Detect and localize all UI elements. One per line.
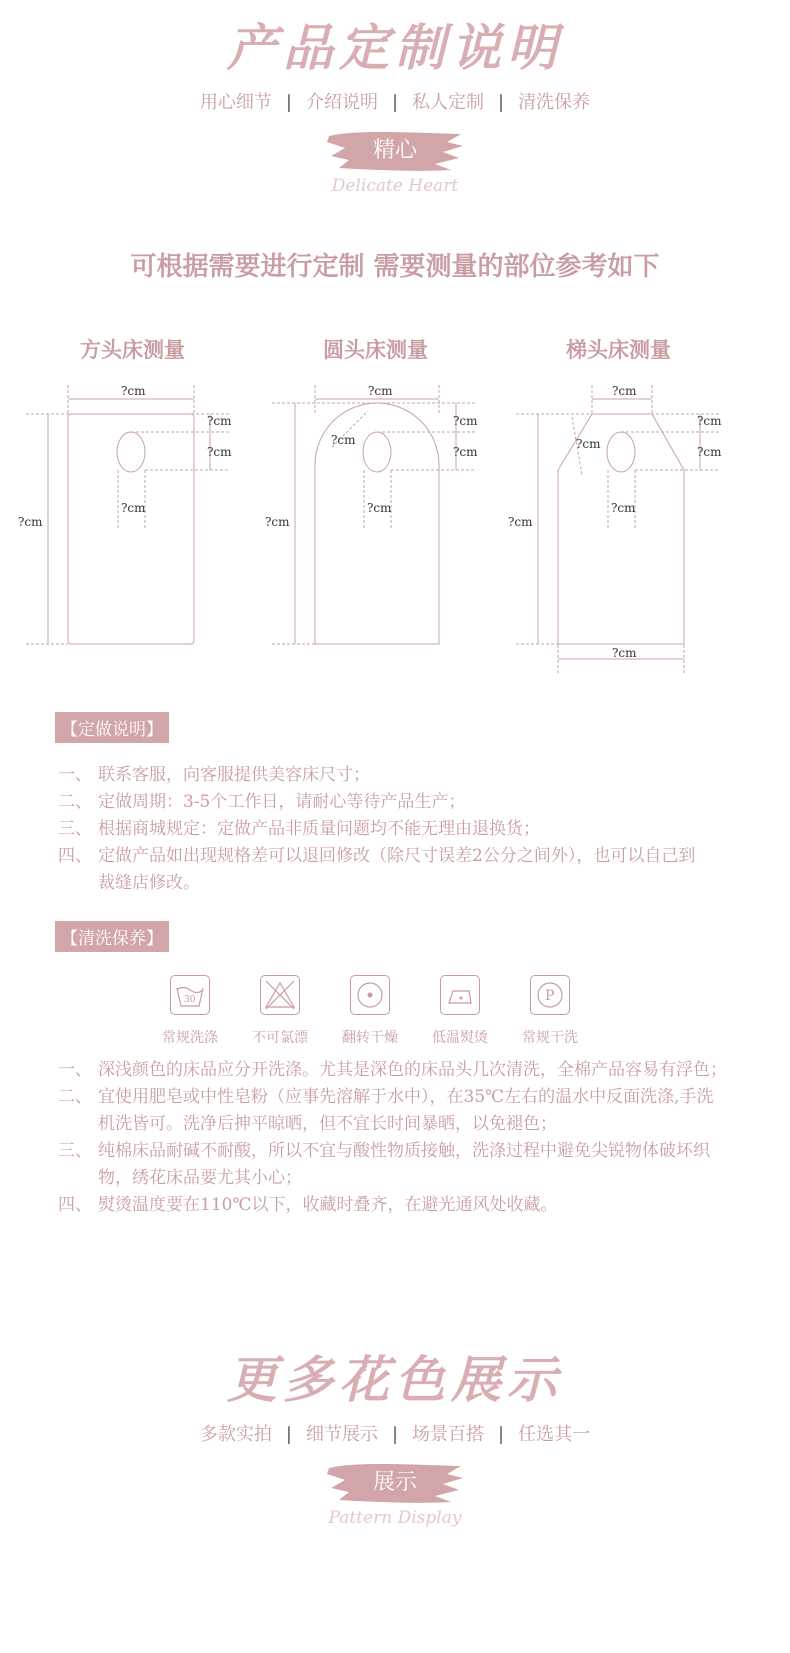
nav-separator: | — [285, 1424, 292, 1445]
care-section-tag: 【清洗保养】 — [55, 921, 169, 952]
nav-item-intro[interactable]: 介绍说明 — [305, 92, 378, 113]
nav-item-custom[interactable]: 私人定制 — [412, 92, 485, 113]
footer-title: 更多花色展示 — [227, 1350, 563, 1409]
care-item — [325, 975, 415, 1047]
svg-text:P: P — [545, 988, 555, 1004]
badge-label: 精心 — [372, 138, 417, 163]
nav-separator: | — [498, 92, 505, 113]
nav-item-details[interactable]: 用心细节 — [199, 92, 272, 113]
list-item: 四、 定做产品如出现规格差可以退回修改（除尺寸误差2公分之间外），也可以自己到裁缝店修改。 — [58, 846, 696, 893]
measure-label: ?cm — [207, 445, 232, 459]
care-label: 不可氯漂 — [252, 1030, 308, 1046]
list-item: 四、 熨烫温度要在110℃以下，收藏时叠齐，在避光通风处收藏。 — [58, 1195, 558, 1215]
page-title: 产品定制说明 — [227, 18, 563, 77]
care-item — [505, 975, 595, 1047]
footer-badge — [325, 1460, 465, 1506]
measure-label: ?cm — [367, 501, 392, 515]
measure-label: ?cm — [508, 515, 533, 529]
list-item: 二、 定做周期：3-5个工作日，请耐心等待产品生产； — [58, 792, 466, 812]
badge-subtitle: Delicate Heart — [331, 176, 459, 196]
list-item: 三、 纯棉床品耐碱不耐酸，所以不宜与酸性物质接触，洗涤过程中避免尖锐物体破坏织物，绣花床品要尤其小心； — [58, 1141, 710, 1188]
measure-label: ?cm — [576, 437, 601, 451]
bed-title-square: 方头床测量 — [80, 337, 185, 362]
bed-title-trapezoid: 梯头床测量 — [566, 337, 671, 362]
care-item — [235, 975, 325, 1047]
footer-badge-subtitle: Pattern Display — [328, 1508, 462, 1528]
header-nav — [0, 88, 790, 114]
list-item: 二、 宜使用肥皂或中性皂粉（应事先溶解于水中），在35℃左右的温水中反面洗涤,手洗机洗皆可。洗净后抻平晾晒，但不宜长时间暴晒，以免褪色； — [58, 1087, 714, 1134]
measure-headline: 可根据需要进行定制 需要测量的部位参考如下 — [130, 252, 660, 282]
no-bleach-icon — [260, 975, 300, 1015]
measure-label: ?cm — [611, 501, 636, 515]
nav-separator: | — [391, 92, 399, 113]
dry-clean-p-icon — [530, 975, 570, 1015]
measure-label: ?cm — [453, 414, 478, 428]
list-item: 一、 深浅颜色的床品应分开洗涤。尤其是深色的床品头几次清洗，全棉产品容易有浮色； — [58, 1060, 727, 1080]
nav-item-photos[interactable]: 多款实拍 — [199, 1424, 272, 1445]
nav-item-detail-show[interactable]: 细节展示 — [305, 1424, 378, 1445]
svg-text:30: 30 — [184, 995, 196, 1005]
care-list — [58, 1057, 728, 1219]
measure-label: ?cm — [612, 646, 637, 660]
tumble-dry-icon — [350, 975, 390, 1015]
measure-label: ?cm — [697, 414, 722, 428]
nav-separator: | — [498, 1424, 505, 1445]
care-label: 常规洗涤 — [162, 1030, 218, 1046]
footer-nav — [0, 1420, 790, 1446]
measure-label: ?cm — [121, 384, 146, 398]
nav-separator: | — [285, 92, 292, 113]
badge-label: 展示 — [372, 1470, 417, 1495]
nav-item-choose[interactable]: 任选其一 — [518, 1424, 591, 1445]
bed-title-round: 圆头床测量 — [323, 337, 428, 362]
nav-item-scenes[interactable]: 场景百搭 — [412, 1424, 485, 1445]
care-label: 低温熨烫 — [432, 1030, 488, 1046]
custom-list — [58, 762, 758, 897]
care-icons-row — [150, 975, 630, 1055]
measure-label: ?cm — [121, 501, 146, 515]
list-item: 一、 联系客服，向客服提供美容床尺寸； — [58, 765, 370, 785]
measure-label: ?cm — [18, 515, 43, 529]
nav-item-care[interactable]: 清洗保养 — [518, 92, 591, 113]
care-item — [415, 975, 505, 1047]
care-item — [145, 975, 235, 1047]
wash-30-icon — [170, 975, 210, 1015]
measure-label: ?cm — [453, 445, 478, 459]
measure-label: ?cm — [612, 384, 637, 398]
list-item: 三、 根据商城规定：定做产品非质量问题均不能无理由退换货； — [58, 819, 540, 839]
measure-label: ?cm — [697, 445, 722, 459]
low-iron-icon — [440, 975, 480, 1015]
care-label: 常规干洗 — [522, 1030, 578, 1046]
custom-section-tag: 【定做说明】 — [55, 712, 169, 743]
section-badge — [325, 128, 465, 174]
bed-measure-diagrams — [0, 375, 790, 685]
measure-label: ?cm — [207, 414, 232, 428]
measure-label: ?cm — [331, 433, 356, 447]
nav-separator: | — [391, 1424, 399, 1445]
care-label: 翻转干燥 — [342, 1030, 398, 1046]
measure-label: ?cm — [265, 515, 290, 529]
trapezoid-bed-diagram — [516, 385, 720, 673]
measure-label: ?cm — [368, 384, 393, 398]
